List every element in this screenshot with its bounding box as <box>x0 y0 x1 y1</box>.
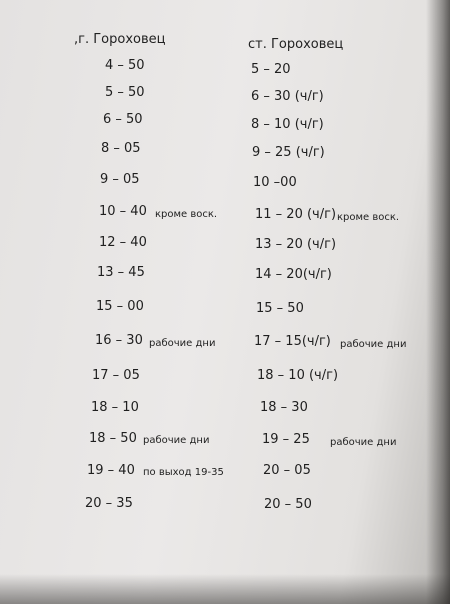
left-note: рабочие дни <box>143 435 210 446</box>
left-column-header: ,г. Гороховец <box>74 32 166 47</box>
right-time: 8 – 10 (ч/г) <box>251 117 324 132</box>
left-time: 12 – 40 <box>99 235 147 250</box>
right-time: 10 –00 <box>253 175 297 190</box>
left-time: 6 – 50 <box>103 112 143 127</box>
left-time: 18 – 10 <box>91 400 139 415</box>
left-time: 20 – 35 <box>85 496 133 511</box>
right-time: 14 – 20(ч/г) <box>255 267 332 282</box>
left-time: 10 – 40 <box>99 204 147 219</box>
left-time: 4 – 50 <box>105 58 145 73</box>
left-time: 8 – 05 <box>101 141 141 156</box>
right-time: 20 – 05 <box>263 463 311 478</box>
right-note: кроме воск. <box>337 212 400 223</box>
left-time: 19 – 40 <box>87 463 135 478</box>
left-time: 13 – 45 <box>97 265 145 280</box>
paper-edge-shadow <box>426 0 450 604</box>
right-time: 19 – 25 <box>262 432 310 447</box>
left-note: по выход 19-35 <box>143 467 224 478</box>
paper-bottom-shadow <box>0 574 450 604</box>
right-time: 17 – 15(ч/г) <box>254 334 331 349</box>
left-time: 16 – 30 <box>95 333 143 348</box>
right-time: 18 – 30 <box>260 400 308 415</box>
left-time: 9 – 05 <box>100 172 140 187</box>
left-time: 15 – 00 <box>96 299 144 314</box>
left-note: рабочие дни <box>149 338 216 349</box>
right-time: 6 – 30 (ч/г) <box>251 89 324 104</box>
right-note: рабочие дни <box>330 437 397 448</box>
right-time: 20 – 50 <box>264 497 312 512</box>
right-time: 18 – 10 (ч/г) <box>257 368 339 383</box>
right-column-header: ст. Гороховец <box>248 37 344 52</box>
left-time: 17 – 05 <box>92 368 140 383</box>
right-time: 15 – 50 <box>256 301 304 316</box>
left-time: 5 – 50 <box>105 85 145 100</box>
right-time: 11 – 20 (ч/г) <box>255 207 337 222</box>
right-time: 5 – 20 <box>251 62 291 77</box>
left-note: кроме воск. <box>155 209 218 220</box>
right-time: 9 – 25 (ч/г) <box>252 145 325 160</box>
left-time: 18 – 50 <box>89 431 137 446</box>
right-note: рабочие дни <box>340 339 407 350</box>
right-time: 13 – 20 (ч/г) <box>255 237 337 252</box>
